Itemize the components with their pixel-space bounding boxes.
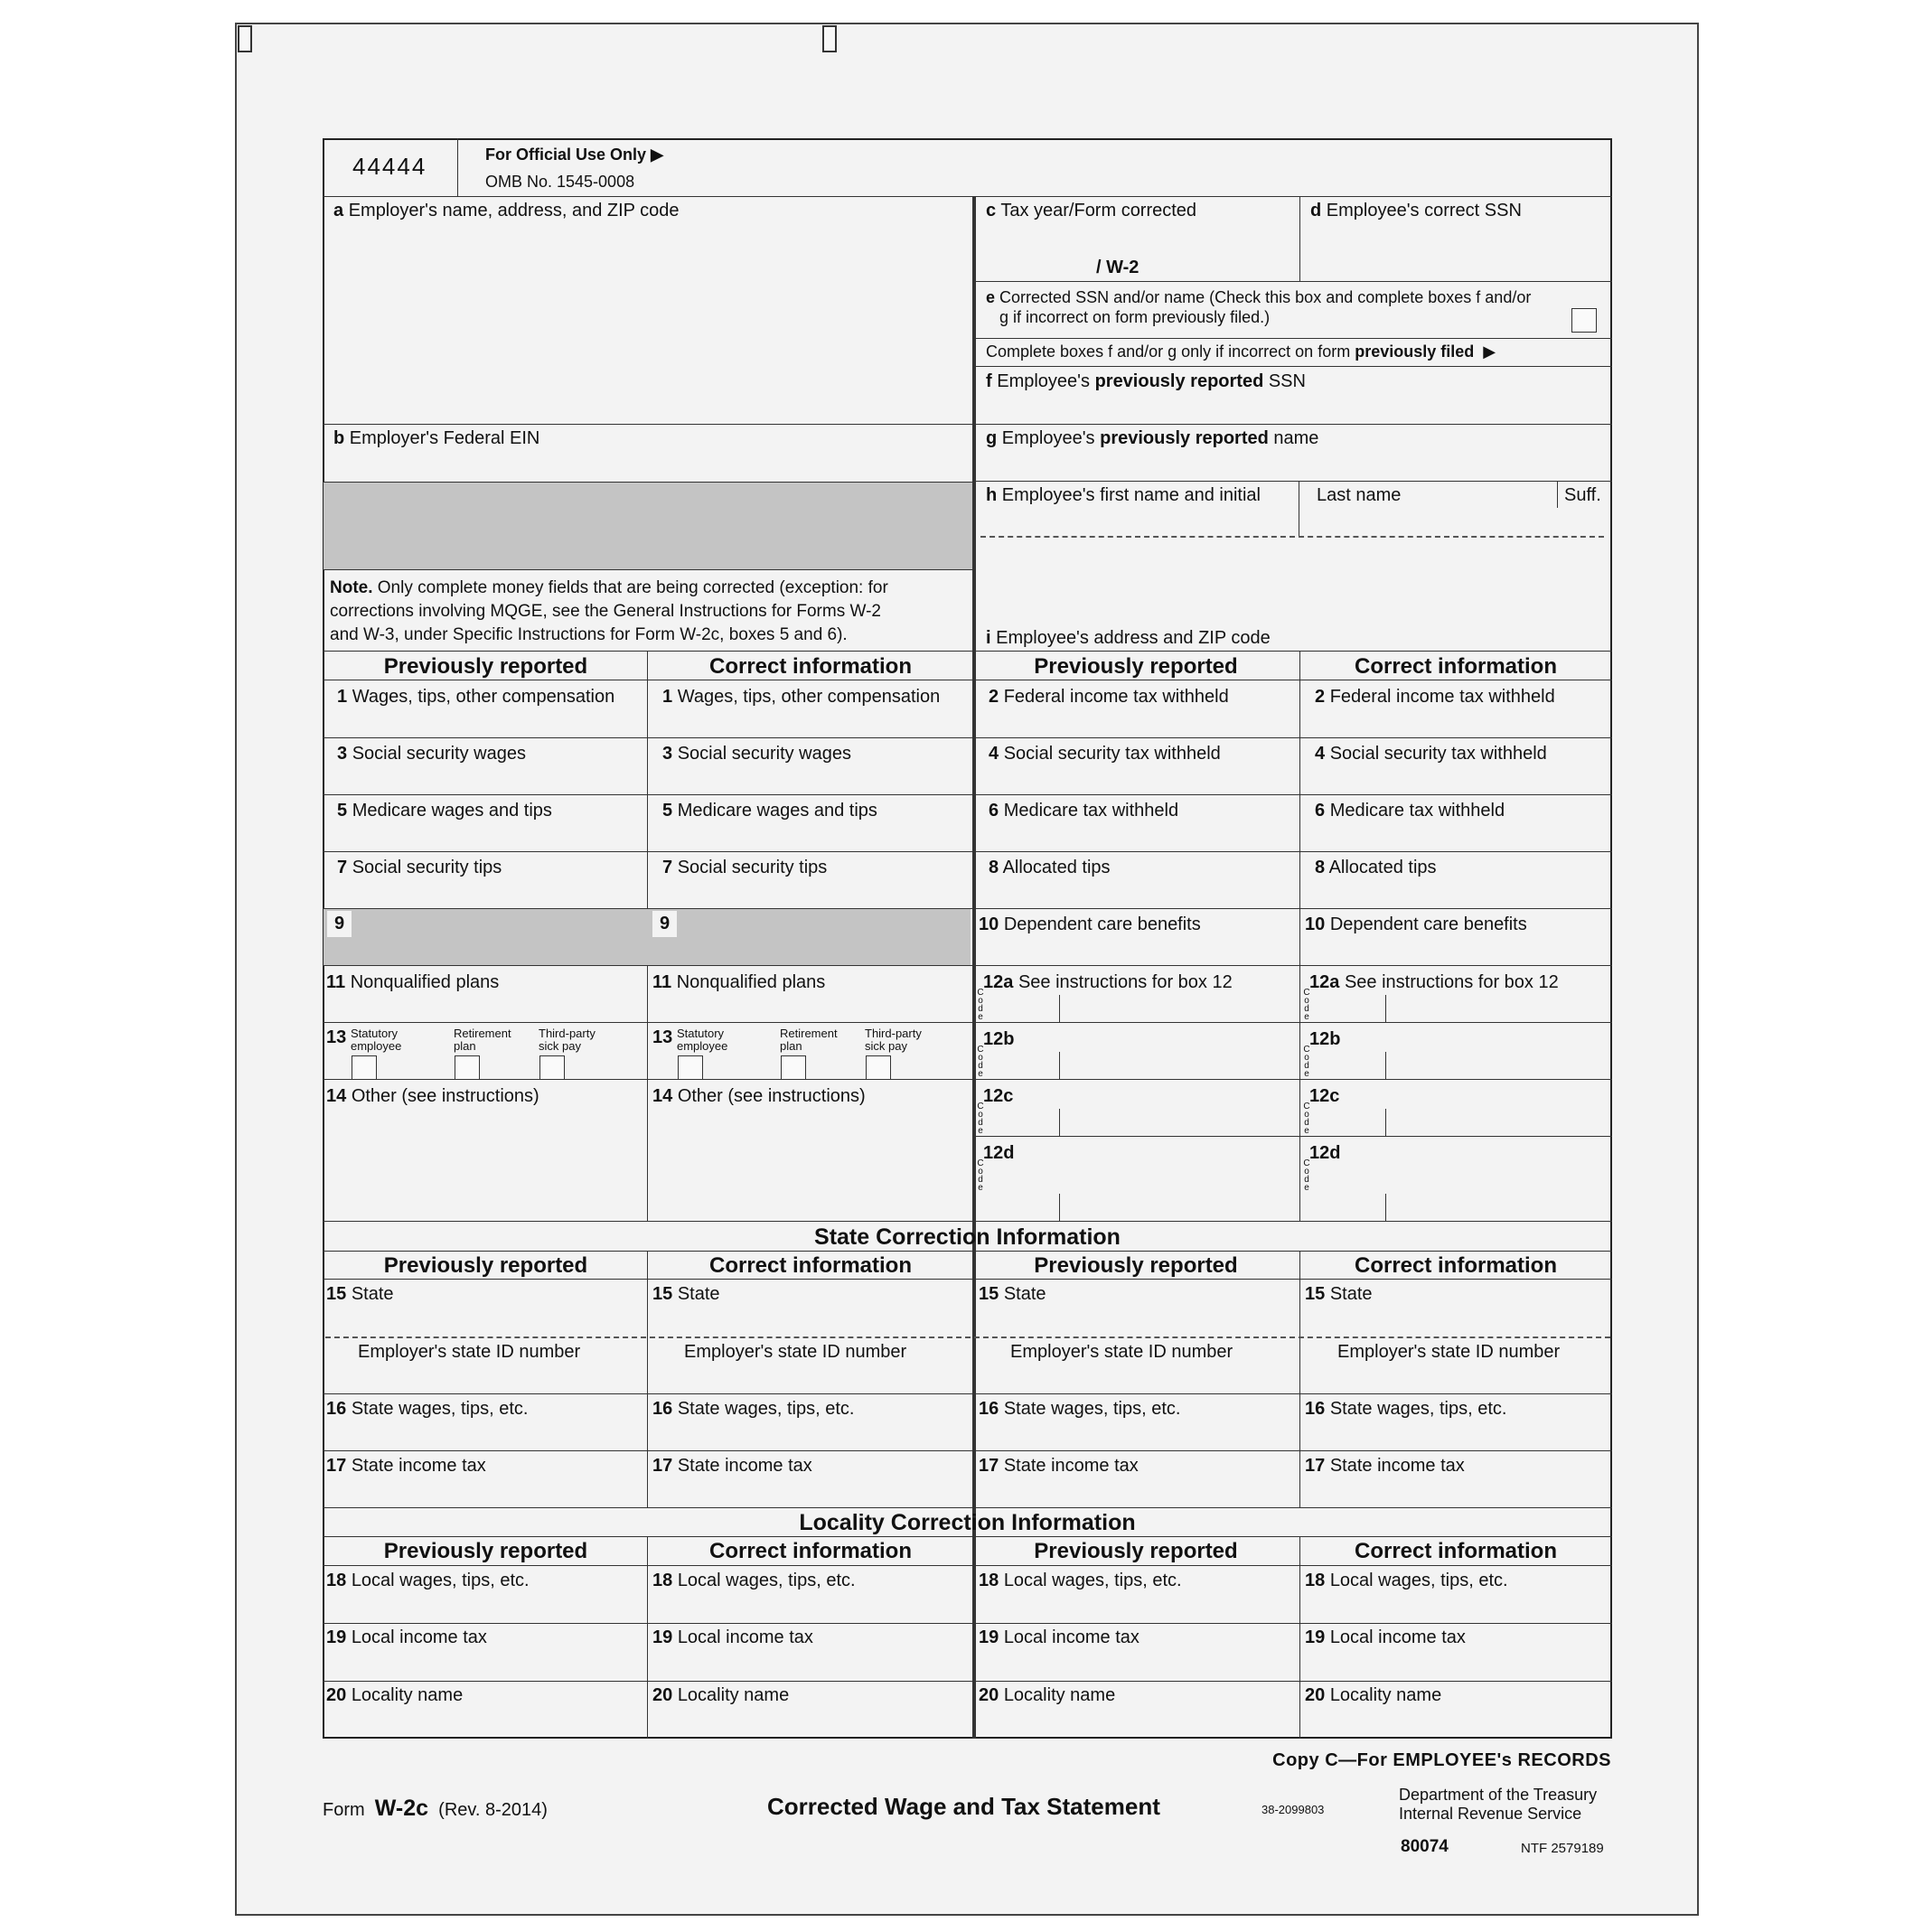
- box-a-label: a Employer's name, address, and ZIP code: [333, 201, 680, 220]
- thirdparty-checkbox-correct[interactable]: [866, 1055, 891, 1080]
- divider: [323, 1565, 1612, 1566]
- suffix-label: Suff.: [1564, 485, 1601, 505]
- box-3-prev: 3 Social security wages: [337, 744, 526, 764]
- divider: [647, 1251, 648, 1507]
- box-16-prev-2: 16 State wages, tips, etc.: [979, 1399, 1181, 1419]
- code-label: C o d e: [977, 1045, 984, 1079]
- locality-head-correct-1: Correct information: [708, 1539, 912, 1563]
- box-16-correct-2: 16 State wages, tips, etc.: [1305, 1399, 1507, 1419]
- box-14-correct: 14 Other (see instructions): [652, 1086, 866, 1106]
- box-11-correct: 11 Nonqualified plans: [652, 972, 826, 992]
- box-c-value: / W-2: [1096, 258, 1140, 277]
- divider: [1385, 1109, 1386, 1136]
- divider: [1059, 1194, 1060, 1221]
- box-17-prev-1: 17 State income tax: [326, 1456, 486, 1476]
- divider: [323, 737, 1612, 738]
- code-label: C o d e: [1303, 1158, 1310, 1193]
- divider: [1385, 1052, 1386, 1079]
- box-15-correct-2: 15 State: [1305, 1284, 1373, 1304]
- box-18-correct-2: 18 Local wages, tips, etc.: [1305, 1571, 1508, 1590]
- box-9-prev: 9: [327, 911, 352, 937]
- box-e-label: e Corrected SSN and/or name (Check this box and complete boxes f and/or g if incorrect on form previously filed.): [986, 288, 1532, 326]
- thirdparty-checkbox-prev[interactable]: [539, 1055, 565, 1080]
- state-head-prev-2: Previously reported: [1034, 1253, 1238, 1278]
- retirement-checkbox-prev[interactable]: [455, 1055, 480, 1080]
- box-12a-prev: 12a See instructions for box 12: [983, 972, 1233, 992]
- col-head-prev-1: Previously reported: [383, 654, 588, 679]
- statutory-label-correct: Statutory employee: [677, 1027, 728, 1053]
- box-h-label: h Employee's first name and initial: [986, 485, 1261, 505]
- divider: [1299, 196, 1300, 281]
- form-number: Form W-2c (Rev. 8-2014): [323, 1796, 548, 1821]
- form-title: Corrected Wage and Tax Statement: [767, 1793, 1160, 1820]
- divider: [647, 1536, 648, 1739]
- box-9-shaded: [324, 909, 971, 965]
- divider: [323, 1221, 1612, 1222]
- retirement-label-prev: Retirement plan: [454, 1027, 511, 1053]
- alignment-mark-left: [238, 25, 252, 52]
- department: Department of the Treasury Internal Revenue Service: [1399, 1786, 1598, 1823]
- box-g-label: g Employee's previously reported name: [986, 428, 1319, 448]
- divider: [974, 424, 1612, 425]
- box-16-correct-1: 16 State wages, tips, etc.: [652, 1399, 855, 1419]
- divider: [323, 569, 972, 570]
- box-18-correct-1: 18 Local wages, tips, etc.: [652, 1571, 856, 1590]
- box-16-prev-1: 16 State wages, tips, etc.: [326, 1399, 529, 1419]
- divider: [323, 1079, 1612, 1080]
- divider: [323, 1623, 1612, 1624]
- locality-section-title: Locality Correction Information: [799, 1510, 1136, 1535]
- divider: [974, 366, 1612, 367]
- box-6-correct: 6 Medicare tax withheld: [1315, 801, 1505, 821]
- state-head-correct-2: Correct information: [1354, 1253, 1557, 1278]
- box-10-correct: 10 Dependent care benefits: [1305, 914, 1527, 934]
- box-13-prev-num: 13: [326, 1027, 347, 1047]
- box-12d-prev: 12d: [983, 1143, 1015, 1163]
- divider: [1385, 995, 1386, 1022]
- box-9-correct: 9: [652, 911, 677, 937]
- state-id-prev-2: Employer's state ID number: [1010, 1342, 1233, 1362]
- divider: [1059, 995, 1060, 1022]
- official-use-label: For Official Use Only ▶: [485, 145, 663, 164]
- box-4-prev: 4 Social security tax withheld: [989, 744, 1221, 764]
- box-i-label: i Employee's address and ZIP code: [986, 628, 1271, 648]
- thirdparty-label-prev: Third-party sick pay: [539, 1027, 596, 1053]
- box-20-prev-1: 20 Locality name: [326, 1685, 464, 1705]
- retirement-label-correct: Retirement plan: [780, 1027, 838, 1053]
- divider: [323, 1251, 1612, 1252]
- box-20-correct-1: 20 Locality name: [652, 1685, 790, 1705]
- code-label: C o d e: [1303, 1102, 1310, 1136]
- dashed-divider: [325, 1336, 1610, 1338]
- divider: [323, 651, 1612, 652]
- divider: [323, 1022, 1612, 1023]
- form-code: 38-2099803: [1261, 1803, 1325, 1816]
- box-15-correct-1: 15 State: [652, 1284, 720, 1304]
- box-4-correct: 4 Social security tax withheld: [1315, 744, 1547, 764]
- box-18-prev-1: 18 Local wages, tips, etc.: [326, 1571, 530, 1590]
- box-d-label: d Employee's correct SSN: [1310, 201, 1522, 220]
- box-8-prev: 8 Allocated tips: [989, 858, 1111, 877]
- box-5-prev: 5 Medicare wages and tips: [337, 801, 552, 821]
- code-label: C o d e: [977, 988, 984, 1022]
- box-17-correct-2: 17 State income tax: [1305, 1456, 1465, 1476]
- form-id: 44444: [352, 153, 427, 180]
- box-20-prev-2: 20 Locality name: [979, 1685, 1116, 1705]
- state-id-correct-1: Employer's state ID number: [684, 1342, 907, 1362]
- divider: [323, 1507, 1612, 1508]
- box-13-correct-num: 13: [652, 1027, 673, 1047]
- code-label: C o d e: [1303, 988, 1310, 1022]
- statutory-label-prev: Statutory employee: [351, 1027, 402, 1053]
- box-15-prev-2: 15 State: [979, 1284, 1046, 1304]
- box-2-correct: 2 Federal income tax withheld: [1315, 687, 1555, 707]
- box-2-prev: 2 Federal income tax withheld: [989, 687, 1229, 707]
- divider: [323, 1450, 1612, 1451]
- locality-head-correct-2: Correct information: [1354, 1539, 1557, 1563]
- copy-designation: Copy C—For EMPLOYEE's RECORDS: [1272, 1750, 1611, 1770]
- code-label: C o d e: [977, 1158, 984, 1193]
- divider: [323, 1681, 1612, 1682]
- box-12a-correct: 12a See instructions for box 12: [1309, 972, 1559, 992]
- divider: [1059, 1109, 1060, 1136]
- box-14-prev: 14 Other (see instructions): [326, 1086, 539, 1106]
- box-17-prev-2: 17 State income tax: [979, 1456, 1139, 1476]
- box-20-correct-2: 20 Locality name: [1305, 1685, 1442, 1705]
- box-19-prev-1: 19 Local income tax: [326, 1627, 487, 1647]
- alignment-mark-center: [822, 25, 837, 52]
- box-12b-correct: 12b: [1309, 1029, 1341, 1049]
- box-1-correct: 1 Wages, tips, other compensation: [662, 687, 941, 707]
- state-id-correct-2: Employer's state ID number: [1337, 1342, 1561, 1362]
- note-text: Note. Only complete money fields that are being corrected (exception: for corrections involving MQGE, see the General Instructions for Forms W-2 and W-3, under Specific Instructions for Form W-2c, boxes 5 and 6).: [330, 578, 888, 644]
- divider: [1059, 1052, 1060, 1079]
- code-label: C o d e: [1303, 1045, 1310, 1079]
- retirement-checkbox-correct[interactable]: [781, 1055, 806, 1080]
- box-b-label: b Employer's Federal EIN: [333, 428, 540, 448]
- divider: [1299, 1536, 1300, 1739]
- code-label: C o d e: [977, 1102, 984, 1136]
- box-6-prev: 6 Medicare tax withheld: [989, 801, 1179, 821]
- locality-head-prev-1: Previously reported: [383, 1539, 588, 1563]
- divider: [974, 338, 1612, 339]
- box-3-correct: 3 Social security wages: [662, 744, 851, 764]
- box-f-label: f Employee's previously reported SSN: [986, 371, 1306, 391]
- box-12c-prev: 12c: [983, 1086, 1014, 1106]
- divider: [323, 851, 1612, 852]
- box-7-correct: 7 Social security tips: [662, 858, 828, 877]
- divider: [323, 424, 972, 425]
- box-10-prev: 10 Dependent care benefits: [979, 914, 1201, 934]
- box-8-correct: 8 Allocated tips: [1315, 858, 1437, 877]
- divider: [974, 481, 1612, 482]
- divider: [1557, 481, 1558, 508]
- divider: [323, 1536, 1612, 1537]
- ntf-number: NTF 2579189: [1521, 1841, 1604, 1856]
- col-head-correct-1: Correct information: [708, 654, 912, 679]
- locality-head-prev-2: Previously reported: [1034, 1539, 1238, 1563]
- col-head-prev-2: Previously reported: [1034, 654, 1238, 679]
- state-section-title: State Correction Information: [814, 1224, 1121, 1250]
- dashed-divider: [980, 536, 1604, 538]
- box-c-label: c Tax year/Form corrected: [986, 201, 1197, 220]
- divider: [974, 1136, 1612, 1137]
- box-19-prev-2: 19 Local income tax: [979, 1627, 1140, 1647]
- box-18-prev-2: 18 Local wages, tips, etc.: [979, 1571, 1182, 1590]
- box-1-prev: 1 Wages, tips, other compensation: [337, 687, 615, 707]
- box-12b-prev: 12b: [983, 1029, 1015, 1049]
- divider: [457, 138, 458, 196]
- divider: [323, 794, 1612, 795]
- box-19-correct-1: 19 Local income tax: [652, 1627, 813, 1647]
- box-15-prev-1: 15 State: [326, 1284, 394, 1304]
- state-head-prev-1: Previously reported: [383, 1253, 588, 1278]
- box-11-prev: 11 Nonqualified plans: [326, 972, 500, 992]
- col-head-correct-2: Correct information: [1354, 654, 1557, 679]
- divider: [1385, 1194, 1386, 1221]
- box-12c-correct: 12c: [1309, 1086, 1340, 1106]
- divider: [323, 1393, 1612, 1394]
- divider: [974, 281, 1612, 282]
- statutory-checkbox-prev[interactable]: [352, 1055, 377, 1080]
- shaded-area: [324, 483, 972, 569]
- last-name-label: Last name: [1317, 485, 1402, 505]
- box-5-correct: 5 Medicare wages and tips: [662, 801, 877, 821]
- divider: [323, 1279, 1612, 1280]
- box-17-correct-1: 17 State income tax: [652, 1456, 812, 1476]
- box-d-input[interactable]: [1310, 221, 1599, 276]
- corrected-ssn-checkbox[interactable]: [1571, 308, 1597, 333]
- state-head-correct-1: Correct information: [708, 1253, 912, 1278]
- box-7-prev: 7 Social security tips: [337, 858, 502, 877]
- statutory-checkbox-correct[interactable]: [678, 1055, 703, 1080]
- box-12d-correct: 12d: [1309, 1143, 1341, 1163]
- divider: [323, 196, 1612, 197]
- omb-number: OMB No. 1545-0008: [485, 173, 635, 191]
- divider: [1299, 1251, 1300, 1507]
- state-id-prev-1: Employer's state ID number: [358, 1342, 581, 1362]
- thirdparty-label-correct: Third-party sick pay: [865, 1027, 922, 1053]
- box-19-correct-2: 19 Local income tax: [1305, 1627, 1466, 1647]
- divider: [323, 965, 1612, 966]
- catalog-number: 80074: [1401, 1837, 1449, 1856]
- complete-boxes-note: Complete boxes f and/or g only if incorrect on form previously filed ▶: [986, 342, 1496, 361]
